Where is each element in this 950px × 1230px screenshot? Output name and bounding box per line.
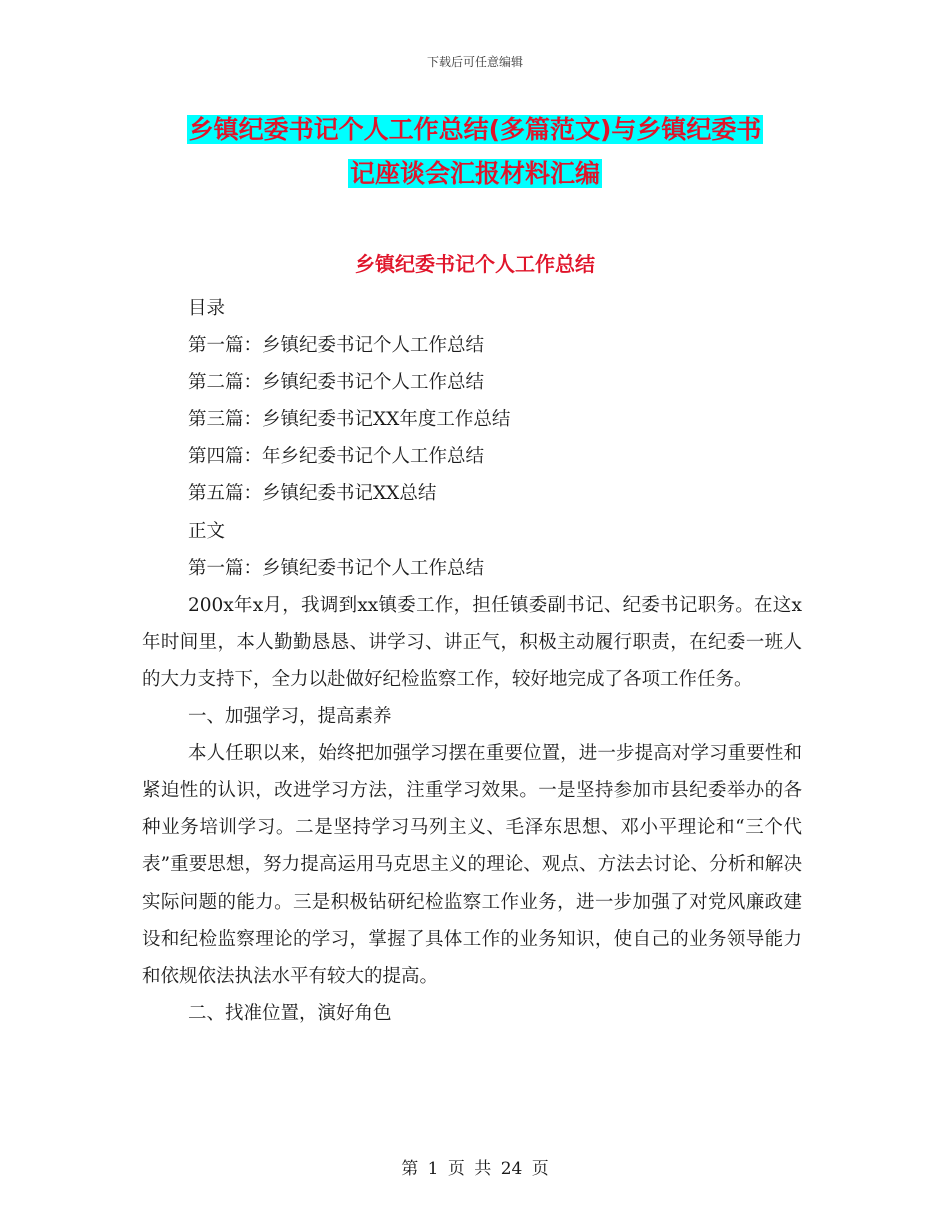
toc-item: 第三篇：乡镇纪委书记XX年度工作总结: [188, 409, 511, 431]
section-title: 乡镇纪委书记个人工作总结: [355, 252, 595, 276]
toc-heading: 目录: [188, 298, 226, 319]
body-label: 正文: [188, 520, 226, 542]
document-body: [142, 290, 802, 1032]
document-title-line-1: [0, 108, 950, 152]
toc-item: 第四篇：年乡纪委书记个人工作总结: [188, 446, 485, 468]
header-note: 下载后可任意编辑: [426, 55, 523, 69]
paragraph-1: 本人任职以来，始终把加强学习摆在重要位置，进一步提高对学习重要性和紧迫性的认识，改进学习方法，注重学习效果。一是坚持参加市县纪委举办的各种业务培训学习。二是坚持学习马列主义、毛泽东思想、邓小平理论和“三个代表”重要思想，努力提高运用马克思主义的理论、观点、方法去讨论、分析和解决实际问题的能力。三是积极钻研纪检监察工作业务，进一步加强了对党风廉政建设和纪检监察理论的学习，掌握了具体工作的业务知识，使自己的业务领导能力和依规依法执法水平有较大的提高。: [142, 743, 802, 987]
intro-paragraph: 200x年x月，我调到xx镇委工作，担任镇委副书记、纪委书记职务。在这x年时间里，本人勤勤恳恳、讲学习、讲正气，积极主动履行职责，在纪委一班人的大力支持下，全力以赴做好纪检监察工作，较好地完成了各项工作任务。: [142, 594, 802, 690]
toc-item: 第五篇：乡镇纪委书记XX总结: [188, 483, 437, 505]
chapter-title: 第一篇：乡镇纪委书记个人工作总结: [188, 557, 485, 579]
toc-item: 第二篇：乡镇纪委书记个人工作总结: [188, 372, 485, 394]
title-highlight-2: 记座谈会汇报材料汇编: [349, 159, 600, 188]
title-highlight-1: 乡镇纪委书记个人工作总结(多篇范文)与乡镇纪委书: [188, 115, 762, 144]
subheading-1: 一、加强学习，提高素养: [188, 706, 392, 728]
document-title-line-2: [0, 152, 950, 196]
subheading-2: 二、找准位置，演好角色: [188, 1002, 392, 1024]
toc-item: 第一篇：乡镇纪委书记个人工作总结: [188, 335, 485, 357]
document-title: [0, 108, 950, 196]
page-footer: 第 1 页 共 24 页: [401, 1159, 549, 1179]
